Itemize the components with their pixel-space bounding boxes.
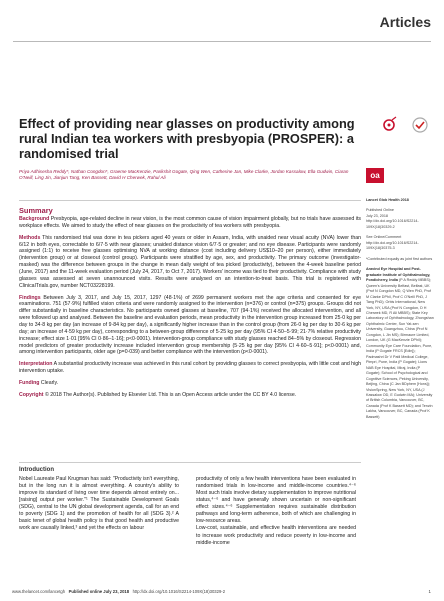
summary-heading: Summary xyxy=(19,206,53,215)
interpretation-text: A substantial productivity increase was achieved in this rural cohort by providing glasses to correct presbyopia, with little cost and high intervention uptake. xyxy=(19,361,361,375)
interpretation-label: Interpretation xyxy=(19,361,53,368)
published-online[interactable]: Published Online July 23, 2018 http://dx.doi.org/10.1016/S2214-109X(18)30329-2 xyxy=(366,208,419,229)
author-list: Priya Adhisesha Reddy*, Nathan Congdon*, Graeme MacKenzie, Parikshit Gogate, Qing Wen, Catherine Jan, Mike Clarke, Jordan Kassalow, Ella Gudwin, Ciaran O'Neill, Ling Jin, Jianjun Tang, Ken Bassett, David H Cherwek, Rahul Ali xyxy=(19,169,349,181)
crossmark-icon[interactable] xyxy=(410,116,430,136)
page-number: 1 xyxy=(428,589,431,594)
funding-label: Funding xyxy=(19,380,40,387)
open-access-badge: oa xyxy=(366,168,384,183)
footer-doi[interactable]: http://dx.doi.org/10.1016/S2214-109X(18)30329-2 xyxy=(132,589,226,594)
sidebar xyxy=(366,198,434,420)
intro-text-1: Nobel Laureate Paul Krugman has said: "Productivity isn't everything, but in the long run it is almost everything. A country's ability to improve its standard of living over time depends almost entirely on... [raising] output per worker."¹ The Sustainable Development Goals (SDG), central to the UN global development agenda, call for an end to poverty (SDG 1) and the promotion of health for all (SDG 3).² A basic tenet of global health policy is that good health and productive work are causally linked,³ and yet the effects on labour xyxy=(19,476,179,532)
copyright-text: © 2018 The Author(s). Published by Elsevier Ltd. This is an Open Access article under the CC BY 4.0 license. xyxy=(43,391,297,398)
section-label: Articles xyxy=(379,14,431,30)
intro-divider xyxy=(19,462,361,463)
background-paragraph xyxy=(19,216,361,230)
intro-column-2 xyxy=(196,476,356,547)
comment-link[interactable]: See Online/Comment http://dx.doi.org/10.1016/S2214-109X(18)30375-3 xyxy=(366,235,419,251)
contribution-note: *Contributed equally as joint first authors xyxy=(366,256,433,261)
page-footer xyxy=(12,589,432,594)
footer-url[interactable]: www.thelancet.com/lancetgh xyxy=(12,589,66,594)
background-label: Background xyxy=(19,216,50,222)
findings-paragraph xyxy=(19,295,361,357)
affiliation-1-name: Aravind Eye Hospital and Post-graduate Institute of Ophthalmology, Pondicherry, India xyxy=(366,267,431,283)
interpretation-paragraph xyxy=(19,361,361,375)
funding-text: Clearly. xyxy=(39,380,59,387)
article-title: Effect of providing near glasses on productivity among rural Indian tea workers with presbyopia (PROSPER): a randomised trial xyxy=(19,116,355,162)
methods-paragraph xyxy=(19,235,361,290)
affiliations xyxy=(366,267,434,420)
findings-label: Findings xyxy=(19,294,41,301)
summary-body xyxy=(19,216,361,404)
copyright-paragraph xyxy=(19,392,361,399)
footer-published: Published online July 23, 2018 xyxy=(68,589,130,594)
funding-paragraph xyxy=(19,380,361,387)
affiliation-text: (P A Reddy MBBS); Queen's University Belfast, Belfast, UK (Prof N Congdon MD, Q Wen PhD, Prof M Clarke DPhil, Prof C O'Neill PhD, J Tang PhD); Orbis International, New York, NY, USA (Prof N Congdon, D H Cherwek MD, R Ali MBBS); State Key Laboratory of Ophthalmology, Zhongshan Ophthalmic Center, Sun Yat-sen University, Guangzhou, China (Prof N Congdon, L Jin MS); Birmaure Limited, London, UK (G MacKenzie DPhil); Community Eye Care Foundation, Pune, India (P Gogate FRCS [Edin]); Padmashri Dr V Patil Medical College, Pimpri, Pune, India (P Gogate); Lions NAB Eye Hospital, Miraj, India (P Gogate); School of Psychological and Cognitive Sciences, Peking University, Beijing, China (C Jan BDphem [Hons]); VisionSpring, New York, NY, USA (J Kassalow OD, E Gudwin MA); University of British Columbia, Vancouver, BC, Canada (Prof K Bassett MD); and Tenzin Lakha, Vancouver, BC, Canada (Prof K Bassett) xyxy=(366,278,434,419)
copyright-label: Copyright xyxy=(19,391,44,398)
intro-text-2: productivity of only a few health interventions have been evaluated in randomised trials in low-income and middle-income countries.⁴⁻⁶ Most such trials involve dietary supplementation to improve nutritional status,⁴⁻⁶ and have generally shown uncertain or non-significant effect sizes.⁴⁻⁶ Supplementation requires sustainable distribution pathways and long-term adherence, both of which are challenging in low-resource areas. Low-cost, sustainable, and effective health interventions are needed to increase work productivity and reduce poverty in low-income and middle-income xyxy=(196,476,356,546)
header-divider xyxy=(13,41,431,42)
methods-text: This randomised trial was done in tea pickers aged 40 years or older in Assam, India, with unaided near visual acuity (NVA) lower than 6/12 in both eyes, correctable to 6/7·5 with near glasses; unaided distance vision 6/7·5 or greater; and no eye disease. Participants were randomly assigned (1:1) to receive free glasses optimising NVA at working distance (cost including delivery US$10–20 per person), either immediately (intervention group) or at closeout (control group). Participants were stratified by age, sex, and productivity. The primary outcome (investigator-masked) was the difference between groups in the change in mean daily weight of tea picked (productivity), between the 4-week baseline period (June, 2017) and the 11-week evaluation period (July 24, 2017, to Oct 7, 2017). Workers' income was tied to their productivity. Compliance with study glasses was assessed at seven unannounced visits. Results were analysed on an intention-to-treat basis. This trial is registered with ClinicalTrials.gov, number NCT03228199. xyxy=(19,234,361,289)
methods-label: Methods xyxy=(19,234,41,241)
intro-column-1 xyxy=(19,476,179,533)
introduction-heading: Introduction xyxy=(19,467,54,473)
findings-text: Between July 3, 2017, and July 15, 2017, 1297 (48·1%) of 2699 permanent workers met the age criteria and consented for eye examinations. 751 (57·9%) fulfilled vision criteria and were randomly assigned to the intervention (n=376) or control (n=375) groups. Groups did not differ substantially in baseline characteristics. No participants owned glasses at baseline, 707 (94·1%) received the allocated intervention, and all were followed up and analysed. Between the baseline and evaluation periods, mean productivity in the intervention group increased from 25·0 kg per day to 34·8 kg per day (an increase of 9·84 kg per day), a significantly higher increase than in the control group (from 26·0 kg per day to 30·6 kg per day; an increase of 4·59 kg per day), corresponding to a between-group difference of 5·25 kg per day (95% CI 4·50–5·99; 21·7% relative productivity increase; effect size 1·01 [95% CI 0·86–1·16]; p<0·0001). Intervention-group compliance with study glasses reached 84–5% by closeout. Regression model predictors of greater productivity increase included intervention group membership (5·25 kg per day [95% CI 4·60–5·91]; p<0·0001) and, among intervention participants, older age (p=0·039) and better compliance with the intervention (p<0·0001). xyxy=(19,294,361,356)
summary-divider xyxy=(19,200,361,201)
journal-citation: Lancet Glob Health 2018 xyxy=(366,198,409,202)
background-text: Presbyopia, age-related decline in near vision, is the most common cause of vision impairment globally, but no trials have assessed its workplace effects. We aimed to study the effect of near glasses on the productivity of tea workers with presbyopia. xyxy=(19,216,361,229)
